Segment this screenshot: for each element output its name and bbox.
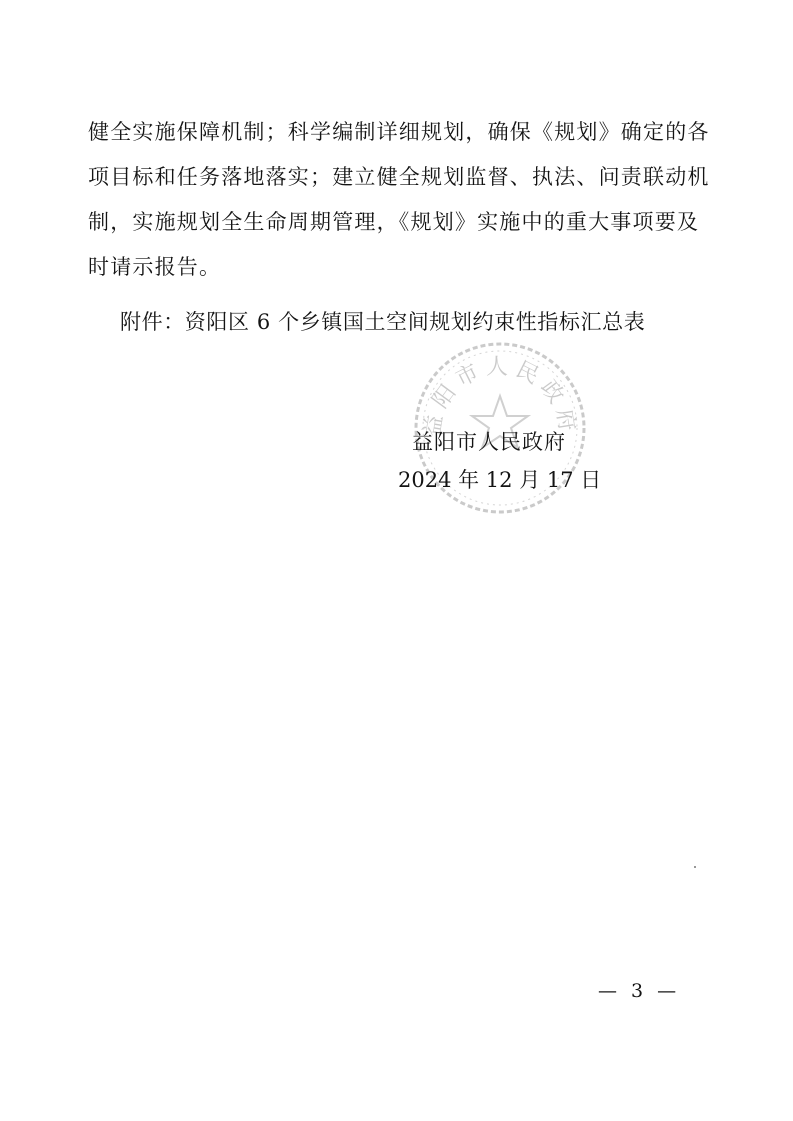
body-line: 项目标和任务落地落实；建立健全规划监督、执法、问责联动机	[88, 165, 710, 189]
body-line: 时请示报告。	[88, 255, 222, 279]
body-line: 健全实施保障机制；科学编制详细规划，确保《规划》确定的各	[88, 120, 710, 144]
attachment-note: 附件：资阳区 6 个乡镇国土空间规划约束性指标汇总表	[120, 310, 646, 334]
body-paragraph	[88, 110, 728, 290]
page-number: — 3 —	[598, 980, 681, 1002]
issue-date: 2024 年 12 月 17 日	[398, 468, 602, 492]
svg-text:益阳市人民政府: 益阳市人民政府	[419, 355, 581, 439]
scan-speck	[694, 866, 696, 868]
issuer-name: 益阳市人民政府	[412, 430, 566, 454]
body-line: 制，实施规划全生命周期管理，《规划》实施中的重大事项要及	[88, 210, 700, 234]
